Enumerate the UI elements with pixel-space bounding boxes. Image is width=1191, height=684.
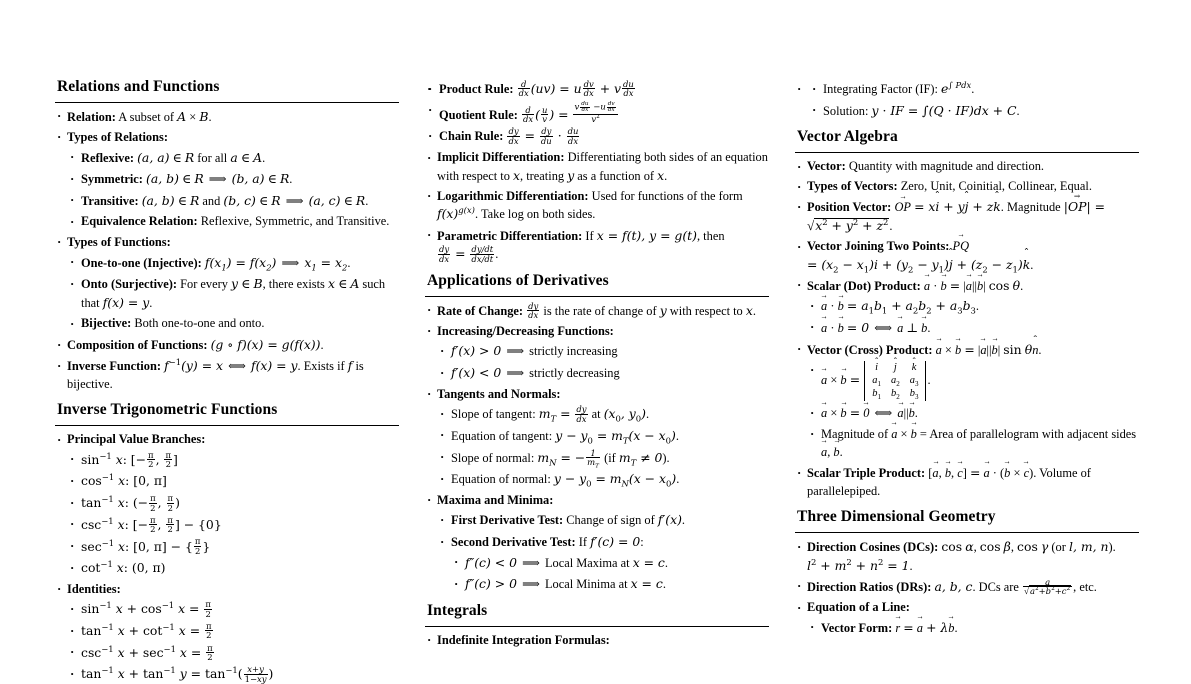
item-text: Used for functions of the form $f(x)^{g(x)}$. Take log on both sides. xyxy=(437,188,743,222)
heading-rule xyxy=(55,425,399,426)
list-item xyxy=(67,149,399,168)
list-item xyxy=(425,188,769,224)
item-text: Change of sign of f′(x). xyxy=(566,512,686,528)
list-item xyxy=(437,449,769,468)
item-label: Implicit Differentiation: xyxy=(437,150,565,165)
item-label: Tangents and Normals: xyxy=(437,386,561,401)
item-label: Inverse Function: xyxy=(67,359,161,374)
list-item xyxy=(67,494,399,513)
item-text: $\sec^{-1} x$: [0, π] − { $\frac{\pi}{2}$ } xyxy=(81,536,211,556)
item-label: Second Derivative Test: xyxy=(451,535,576,550)
list-item xyxy=(437,342,769,361)
item-label: Scalar (Dot) Product: xyxy=(807,278,921,293)
item-text: $\frac{d}{dx}$ (uv) = u $\frac{dv}{dx}$ + v $\frac{du}{dx}$ xyxy=(518,79,634,99)
item-text: (g ∘ f)(x) = g(f(x)). xyxy=(210,337,324,353)
item-label: Equivalence Relation: xyxy=(81,214,198,229)
list-item xyxy=(795,538,1139,575)
list-item xyxy=(55,357,399,393)
list-item xyxy=(451,554,769,573)
item-label: Transitive: xyxy=(81,193,139,208)
list-item xyxy=(55,108,399,127)
item-text: Integrating Factor (IF): $e^{\int Pdx}$. xyxy=(823,79,975,96)
list-item xyxy=(425,127,769,146)
item-text: [a →, b →, c →] = a → · (b → × c →). Volume of parallelepiped. xyxy=(807,466,1091,498)
item-text: Both one-to-one and onto. xyxy=(134,316,265,331)
list-item xyxy=(425,323,769,383)
item-label: Reflexive: xyxy=(81,150,134,165)
item-text: Equation of normal: $y - y_0 = m_N(x - x_0)$. xyxy=(451,471,680,489)
section-heading-inverse-trigonometric-functions: Inverse Trigonometric Functions xyxy=(57,401,278,419)
heading-rule xyxy=(795,532,1139,533)
list-item xyxy=(55,336,399,355)
cross-product-determinant: i ˆ j ˆ k ˆ $a_1$ $a_2$ $a_3$ $b_1$ $b_2$ $b_3$ xyxy=(864,361,926,401)
heading-rule xyxy=(425,296,769,297)
column-1 xyxy=(55,78,399,684)
item-text: $f(x_1) = f(x_2)$ ⟹ $x_1 = x_2$. xyxy=(204,254,351,273)
item-text: Equation of tangent: $y - y_0 = m_T(x - x_0)$. xyxy=(451,427,679,446)
list-item xyxy=(807,619,1139,638)
inverse-trig-identities-sublist xyxy=(67,600,399,684)
rules-of-differentiation-sublist xyxy=(425,80,769,146)
item-label: Product Rule: xyxy=(439,82,514,97)
maxima-and-minima-sublist xyxy=(437,511,769,593)
list-item xyxy=(809,102,1139,121)
item-label: Equation of a Line: xyxy=(807,600,910,615)
list-item xyxy=(795,158,1139,176)
item-text: a → · b → = $a_1b_1 + a_2b_2 + a_3b_3$. xyxy=(821,299,979,313)
item-text: a → × b → = i ˆ j ˆ k ˆ $a_1$ $a_2$ $a_3$ $b_1$ $b_2$ $b_3$ . xyxy=(821,373,931,387)
item-text: Quantity with magnitude and direction. xyxy=(848,159,1044,174)
item-label: Chain Rule: xyxy=(439,129,504,144)
list-item xyxy=(807,361,1139,401)
item-text: (a, b) ∈ R ⟹ (b, a) ∈ R. xyxy=(146,171,293,187)
item-text: a, b, c. DCs are $\frac{a}{√a^2+b^2+c^2}$ , etc. xyxy=(934,576,1097,597)
list-item xyxy=(67,315,399,333)
section-heading-vector-algebra: Vector Algebra xyxy=(797,128,898,146)
types-of-functions-sublist xyxy=(67,254,399,333)
list-item xyxy=(67,451,399,470)
item-text: f′(x) < 0 ⟹ strictly decreasing xyxy=(451,365,620,381)
differentiation-continued-list xyxy=(425,80,769,264)
item-text: cos α, cos β, cos γ (or l, m, n). $l^2 + m^2 + n^2 = 1$. xyxy=(807,539,1116,573)
list-item xyxy=(795,578,1139,597)
list-item xyxy=(67,516,399,535)
item-text: Differentiating both sides of an equation with respect to x, treating y as a function of x. xyxy=(437,150,768,183)
inverse-trig-list xyxy=(55,431,399,684)
list-item xyxy=(807,297,1139,316)
item-text: Magnitude of a → × b → = Area of parallelogram with adjacent sides a →, b →. xyxy=(821,427,1136,459)
list-item xyxy=(67,275,399,312)
item-text: Reflexive, Symmetric, and Transitive. xyxy=(200,214,390,229)
item-label: Maxima and Minima: xyxy=(437,492,554,507)
list-item xyxy=(437,405,769,424)
item-text: $\tan^{-1} x + \tan^{-1} y = \tan^{-1}$( $\frac{x+y}{1-xy}$ ) xyxy=(81,664,274,684)
list-item xyxy=(67,644,399,663)
list-item xyxy=(795,464,1139,500)
item-label: Principal Value Branches: xyxy=(67,432,206,447)
list-item xyxy=(437,533,769,594)
item-text: $\frac{dy}{dx}$ = $\frac{dy}{du}$ · $\frac{du}{dx}$ xyxy=(508,126,579,146)
item-text: $\frac{d}{dx}$ ( $\frac{u}{v}$ ) = v $\frac{du}{dx}$ −u $\frac{dv}{dx}$ $v^2$ xyxy=(521,107,619,122)
list-item xyxy=(67,665,399,684)
list-item xyxy=(425,149,769,185)
column-2 xyxy=(425,78,769,647)
item-text: For every y ∈ B, there exists x ∈ A such that f(x) = y. xyxy=(81,276,386,310)
item-label: Logarithmic Differentiation: xyxy=(437,188,589,203)
item-text: a → × b → = |a →||b →| sin θn ˆ. xyxy=(936,343,1042,357)
list-item xyxy=(807,404,1139,423)
item-text: $\sin^{-1} x$: [− $\frac{\pi}{2}$ , $\frac{\pi}{2}$ ] xyxy=(81,449,178,470)
item-text: Slope of tangent: $m_T$ = $\frac{dy}{dx}$ at ($x_0$, $y_0$). xyxy=(451,404,650,424)
item-label: Types of Relations: xyxy=(67,129,168,144)
three-column-layout xyxy=(55,78,1140,684)
integrals-list xyxy=(425,632,769,650)
list-item xyxy=(437,470,769,489)
item-text: $\tan^{-1} x$: (− $\frac{\pi}{2}$ , $\frac{\pi}{2}$ ) xyxy=(81,493,180,513)
list-item xyxy=(55,431,399,578)
relations-and-functions-list xyxy=(55,108,399,394)
item-label: Identities: xyxy=(67,581,121,596)
item-text: a → · b → = 0 ⟺ a → ⊥ b →. xyxy=(821,321,930,335)
item-text: $\csc^{-1} x + \sec^{-1} x$ = $\frac{\pi}{2}$ xyxy=(81,642,213,663)
applications-of-derivatives-list xyxy=(425,302,769,594)
list-item xyxy=(67,537,399,556)
list-item xyxy=(67,254,399,273)
list-item xyxy=(425,227,769,264)
three-dimensional-geometry-list xyxy=(795,538,1139,637)
list-item xyxy=(67,559,399,578)
item-label: Bijective: xyxy=(81,316,132,331)
item-label: Direction Cosines (DCs): xyxy=(807,540,939,555)
list-item xyxy=(67,622,399,641)
list-item xyxy=(67,472,399,491)
list-item xyxy=(795,599,1139,637)
cross-product-sublist xyxy=(807,361,1139,461)
list-item xyxy=(795,277,1139,338)
item-text: f′(x) > 0 ⟹ strictly increasing xyxy=(451,343,618,359)
list-item xyxy=(67,192,399,211)
item-text: Solution: y · IF = ∫(Q · IF)dx + C. xyxy=(823,102,1020,118)
list-item xyxy=(809,80,1139,99)
list-item xyxy=(451,575,769,594)
item-text: PQ → = $(x_2 - x_1)i$ ˆ + $(y_2 - y_1)j$ ˆ + $(z_2 - z_1)k$ ˆ. xyxy=(807,239,1033,272)
list-item xyxy=(55,234,399,333)
item-text: r → = a → + λb →. xyxy=(895,621,957,635)
list-item xyxy=(795,198,1139,235)
item-text: A subset of A × B. xyxy=(118,108,212,124)
list-item xyxy=(425,302,769,321)
principal-value-branches-sublist xyxy=(67,451,399,578)
item-label: Increasing/Decreasing Functions: xyxy=(437,323,614,338)
list-item xyxy=(795,341,1139,462)
item-text: $f^{-1}(y) = x$ ⟺ f(x) = y. Exists if f is bijective. xyxy=(67,357,364,391)
linear-de-solution-sublist xyxy=(809,80,1139,120)
item-label: Vector Joining Two Points: xyxy=(807,239,950,254)
item-label: Quotient Rule: xyxy=(439,107,518,122)
list-item xyxy=(807,426,1139,461)
item-label: Vector (Cross) Product: xyxy=(807,342,933,357)
list-item xyxy=(67,600,399,619)
column-3 xyxy=(795,78,1139,635)
item-text: $\tan^{-1} x + \cot^{-1} x$ = $\frac{\pi}{2}$ xyxy=(81,621,212,641)
heading-rule xyxy=(55,102,399,103)
item-label: Position Vector: xyxy=(807,200,892,215)
list-item xyxy=(67,213,399,231)
item-label: Rate of Change: xyxy=(437,303,524,318)
list-item xyxy=(425,492,769,594)
item-label: Onto (Surjective): xyxy=(81,277,177,292)
list-item xyxy=(795,238,1139,274)
list-item xyxy=(55,581,399,684)
item-label: Vector Form: xyxy=(821,620,893,635)
list-item xyxy=(55,129,399,231)
item-label: Parametric Differentiation: xyxy=(437,228,583,243)
item-text: (a, a) ∈ R for all a ∈ A. xyxy=(137,149,266,165)
item-label: Types of Vectors: xyxy=(807,179,898,194)
item-text: If x = f(t), y = g(t), then $\frac{dy}{dx}$ = $\frac{dy/dt}{dx/dt}$ . xyxy=(439,227,725,264)
item-text: Slope of normal: $m_N$ = − $\frac{1}{m_T}$ (if $m_T \ne 0$). xyxy=(451,447,670,470)
section-heading-integrals: Integrals xyxy=(427,601,488,619)
list-item xyxy=(425,80,769,146)
heading-rule xyxy=(795,152,1139,153)
types-of-relations-sublist xyxy=(67,149,399,231)
item-text: OP → = xi ˆ + yj ˆ + zk ˆ. Magnitude |OP →| = $√x^2 + y^2 + z^2$. xyxy=(807,200,1105,233)
tangents-and-normals-sublist xyxy=(437,405,769,489)
section-heading-three-dimensional-geometry: Three Dimensional Geometry xyxy=(797,508,996,526)
list-item xyxy=(425,632,769,650)
heading-rule xyxy=(425,626,769,627)
list-item xyxy=(437,364,769,383)
item-label: Indefinite Integration Formulas: xyxy=(437,632,610,647)
equation-of-a-line-sublist xyxy=(807,619,1139,638)
item-text: (a, b) ∈ R and (b, c) ∈ R ⟹ (a, c) ∈ R. xyxy=(141,192,369,208)
item-label: Relation: xyxy=(67,109,116,124)
item-text: $\frac{dy}{dx}$ is the rate of change of y with respect to x. xyxy=(528,300,756,321)
list-item xyxy=(437,427,769,446)
item-text: a → · b → = |a →||b →| cos θ. xyxy=(924,279,1023,293)
item-label: One-to-one (Injective): xyxy=(81,255,202,270)
list-item xyxy=(425,80,769,99)
section-heading-applications-of-derivatives: Applications of Derivatives xyxy=(427,271,609,289)
section-heading-relations-and-functions: Relations and Functions xyxy=(57,78,220,95)
differential-equations-continued-list xyxy=(795,80,1139,120)
item-text: a → × b → = 0 → ⟺ a →||b →. xyxy=(821,406,918,420)
increasing-decreasing-sublist xyxy=(437,342,769,382)
item-label: Vector: xyxy=(807,159,846,174)
list-item xyxy=(67,170,399,189)
item-label: Direction Ratios (DRs): xyxy=(807,579,932,594)
list-item xyxy=(795,80,1139,120)
vector-algebra-list xyxy=(795,158,1139,500)
item-text: Zero, Unit, Coinitial, Collinear, Equal. xyxy=(900,179,1092,194)
item-label: Scalar Triple Product: xyxy=(807,466,926,481)
item-text: f″(c) < 0 ⟹ Local Maxima at x = c. xyxy=(465,554,668,570)
item-text: $\cot^{-1} x$: (0, π) xyxy=(81,559,166,576)
item-label: First Derivative Test: xyxy=(451,513,564,528)
list-item xyxy=(807,319,1139,338)
item-text: $\sin^{-1} x + \cos^{-1} x$ = $\frac{\pi}{2}$ xyxy=(81,599,211,619)
list-item xyxy=(437,511,769,530)
item-text: $\cos^{-1} x$: [0, π] xyxy=(81,472,167,489)
item-text: f″(c) > 0 ⟹ Local Minima at x = c. xyxy=(465,576,666,592)
list-item xyxy=(425,102,769,125)
item-text: If f′(c) = 0: xyxy=(578,534,644,550)
second-derivative-test-cases xyxy=(451,554,769,594)
item-label: Symmetric: xyxy=(81,172,143,187)
list-item xyxy=(425,386,769,489)
dot-product-sublist xyxy=(807,297,1139,337)
item-text: $\csc^{-1} x$: [− $\frac{\pi}{2}$ , $\frac{\pi}{2}$ ] − {0} xyxy=(81,514,222,535)
item-label: Composition of Functions: xyxy=(67,338,208,353)
item-label: Types of Functions: xyxy=(67,234,171,249)
